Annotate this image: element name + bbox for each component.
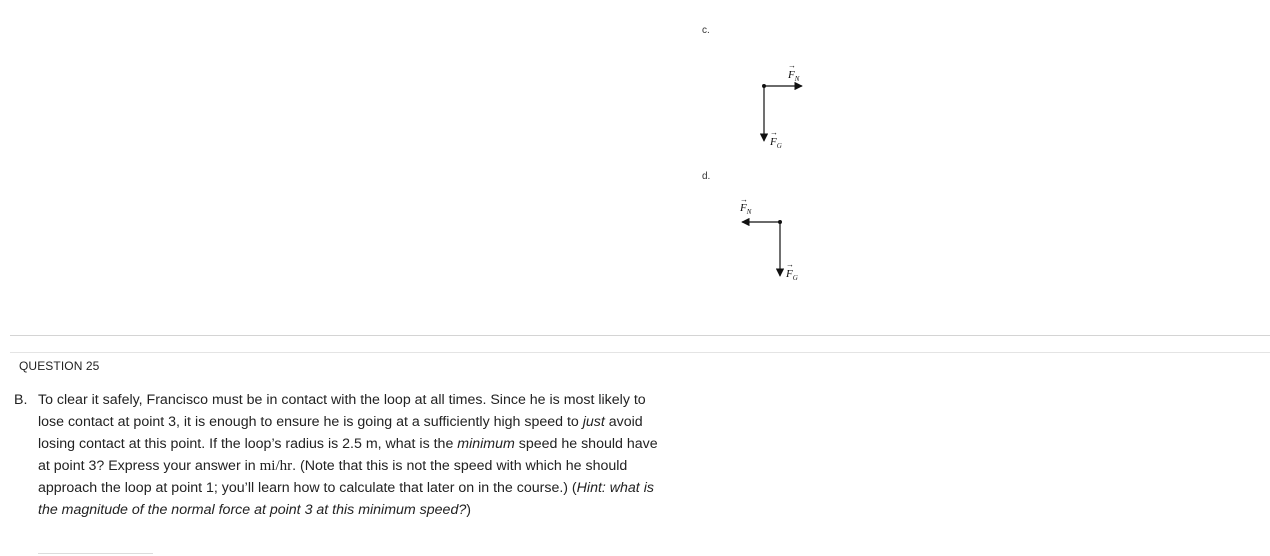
answer-choices-diagrams [690,0,870,300]
answer-area-edge [38,553,153,554]
question-header-divider [10,352,1270,353]
hint-text: Hint: what is the magnitude of the normal force at point 3 at this minimum speed? [38,480,654,518]
section-divider [10,335,1270,336]
option-c-diagram [762,61,802,150]
question-text: To clear it safely, Francisco must be in contact with the loop at all times. Since he is most likely to lose contact at point 3, it is enough to ensure he is going at a sufficiently high speed to just avoid losing contact at this point. If the loop’s radius is 2.5 m, what is the minimum speed he should have at point 3? Express your answer in mi/hr. (Note that this is not the speed with which he should approach the loop at point 1; you’ll learn how to calculate that later on in the course.) (Hint: what is the magnitude of the normal force at point 3 at this minimum speed?) [38,392,658,518]
question-part-letter: B. [14,392,28,408]
option-d-fg-vector-mark: → [786,260,794,269]
option-c-fg-vector-mark: → [770,128,778,137]
option-d-diagram [739,195,798,282]
option-c-fn-label: $F_N$ [788,69,800,83]
option-c-fg-label: $F_G$ [770,136,782,150]
question-title: QUESTION 25 [19,359,100,373]
option-c-label: c. [702,25,710,36]
option-d-label: d. [702,171,711,182]
question-body [14,389,674,521]
free-body-diagrams [690,0,870,300]
option-d-fn-vector-mark: → [740,195,748,204]
option-c-fn-vector-mark: → [788,61,796,70]
unit-math: mi/hr [259,458,293,474]
option-d-fn-label: $F_N$ [740,202,752,216]
option-d-fg-label: $F_G$ [786,268,798,282]
